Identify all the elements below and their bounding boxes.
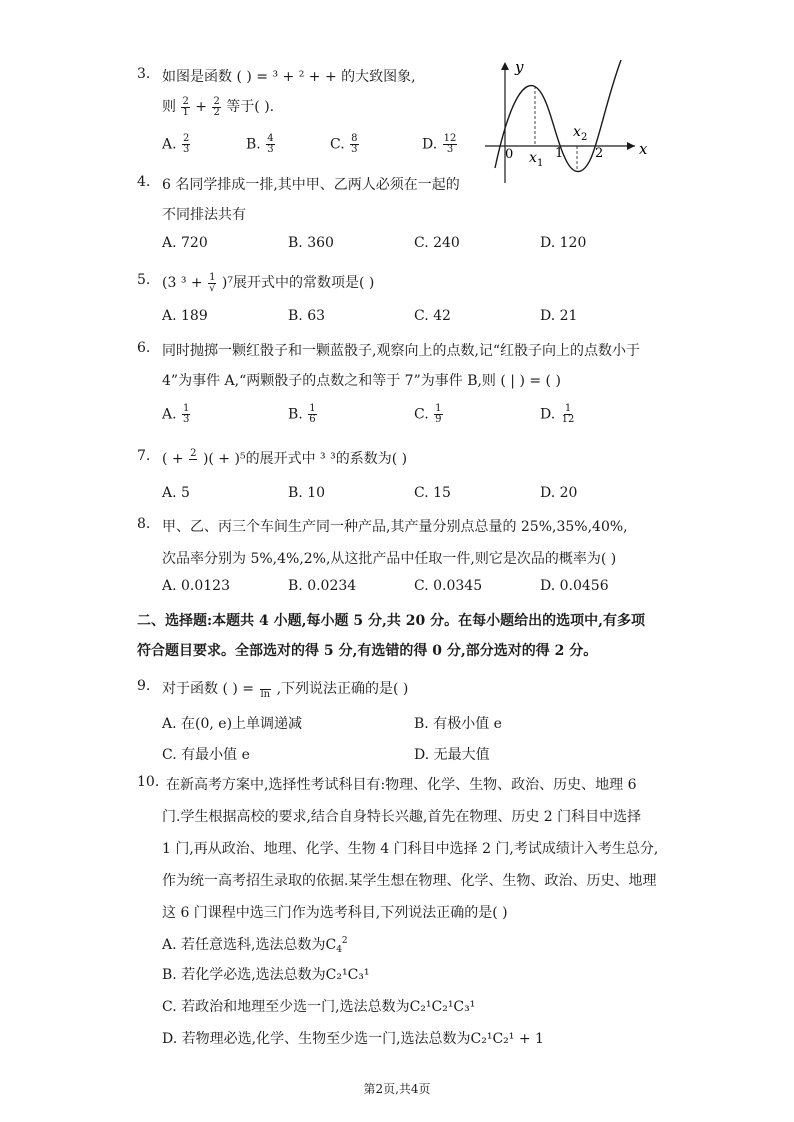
- q7-stem-post: )( + )⁵的展开式中 ³ ³的系数为( ): [202, 451, 408, 467]
- q5-stem-pre: (3 ³ +: [162, 275, 203, 291]
- q5-option-d: D. 21: [540, 308, 578, 324]
- page-footer: 第2页,共4页: [363, 1082, 431, 1096]
- q7-option-b: B. 10: [288, 485, 326, 501]
- q5-stem-post: )⁷展开式中的常数项是( ): [221, 275, 375, 291]
- q4-stem-line1: 6 名同学排成一排,其中甲、乙两人必须在一起的: [162, 177, 460, 193]
- q4-option-b: B. 360: [288, 235, 334, 251]
- graph-one-label: 1: [555, 146, 564, 161]
- q6-option-c: C. $\frac{1}{9}$: [414, 403, 442, 425]
- q7-option-a: A. 5: [162, 485, 190, 501]
- q3-stem-line2: [162, 96, 274, 118]
- section2-heading-line2: 符合题目要求。全部选对的得 5 分,有选错的得 0 分,部分选对的得 2 分。: [137, 643, 598, 659]
- q10-number: 10.: [137, 774, 160, 790]
- q5-frac: $\frac{1}{√}$: [209, 271, 216, 294]
- q10-option-c: C. 若政治和地理至少选一门,选法总数为C₂¹C₂¹C₃¹: [162, 999, 476, 1015]
- q4-option-d: D. 120: [540, 235, 587, 251]
- q5-number: 5.: [137, 272, 151, 288]
- q6-option-a: A. $\frac{1}{3}$: [162, 403, 190, 425]
- q7-stem: [162, 448, 407, 470]
- q8-stem-line2: 次品率分别为 5%,4%,2%,从这批产品中任取一件,则它是次品的概率为( ): [162, 551, 617, 567]
- q4-number: 4.: [137, 174, 151, 190]
- q7-option-c: C. 15: [414, 485, 451, 501]
- q9-option-b: B. 有极小值 e: [414, 716, 502, 732]
- graph-y-label: y: [515, 58, 524, 76]
- graph-x-label: x: [639, 140, 648, 158]
- q9-option-d: D. 无最大值: [414, 747, 490, 763]
- q6-option-d: D. $\frac{1}{12}$: [540, 403, 575, 425]
- q3-option-c: C. $\frac{8}{3}$: [330, 133, 358, 155]
- graph-x1-label: x: [529, 150, 537, 166]
- q6-stem-line2: 4”为事件 A,“两颗骰子的点数之和等于 7”为事件 B,则 ( | ) = ( ): [162, 373, 561, 389]
- q3-frac-1: $\frac{2}{1}$: [182, 95, 189, 118]
- q5-option-a: A. 189: [162, 308, 208, 324]
- q10-stem-line1: 在新高考方案中,选择性考试科目有:物理、化学、生物、政治、历史、地理 6: [166, 777, 637, 793]
- q4-option-a: A. 720: [162, 235, 208, 251]
- q10-option-d: D. 若物理必选,化学、生物至少选一门,选法总数为C₂¹C₂¹ + 1: [162, 1031, 544, 1047]
- q7-number: 7.: [137, 448, 151, 464]
- graph-origin-label: 0: [505, 147, 514, 162]
- q3-line2-prefix: 则: [162, 99, 176, 115]
- q3-option-a: A. $\frac{2}{3}$: [162, 133, 190, 155]
- graph-two-label: 2: [595, 146, 604, 161]
- q10-option-a: A. 若任意选科,选法总数为$C_4^2$: [162, 936, 348, 955]
- q3-option-d: D. $\frac{12}{3}$: [422, 133, 457, 155]
- q8-option-d: D. 0.0456: [540, 578, 609, 594]
- q3-stem-line1: 如图是函数 ( ) = ³ + ² + + 的大致图象,: [162, 69, 416, 85]
- q8-stem-line1: 甲、乙、丙三个车间生产同一种产品,其产量分别点总量的 25%,35%,40%,: [162, 519, 628, 535]
- q8-number: 8.: [137, 516, 151, 532]
- graph-x2-sub: 2: [581, 132, 588, 143]
- q4-option-c: C. 240: [414, 235, 460, 251]
- section2-heading-line1: 二、选择题:本题共 4 小题,每小题 5 分,共 20 分。在每小题给出的选项中,有多项: [137, 613, 645, 629]
- q3-line2-suffix: 等于( ).: [226, 99, 275, 115]
- q3-option-b: B. $\frac{4}{3}$: [246, 133, 274, 155]
- q7-frac: 2: [190, 447, 197, 459]
- q5-option-b: B. 63: [288, 308, 326, 324]
- q10-stem-line3: 1 门,再从政治、地理、化学、生物 4 门科目中选择 2 门,考试成绩计入考生总分,: [162, 841, 659, 857]
- q9-number: 9.: [137, 678, 151, 694]
- q9-stem-post: ,下列说法正确的是( ): [276, 681, 409, 697]
- q3-frac-2: $\frac{2}{2}$: [213, 95, 220, 118]
- q9-option-c: C. 有最小值 e: [162, 747, 250, 763]
- q3-plus: +: [195, 99, 208, 115]
- q3-function-graph: [485, 58, 655, 188]
- q10-option-b: B. 若化学必选,选法总数为C₂¹C₃¹: [162, 967, 370, 983]
- q8-option-b: B. 0.0234: [288, 578, 357, 594]
- q10-stem-line2: 门.学生根据高校的要求,结合自身特长兴趣,首先在物理、历史 2 门科目中选择: [162, 809, 642, 825]
- graph-x1-sub: 1: [537, 158, 544, 169]
- q5-stem: [162, 272, 374, 294]
- q8-option-c: C. 0.0345: [414, 578, 483, 594]
- graph-x2-label: x: [573, 124, 581, 140]
- q10-stem-line4: 作为统一高考招生录取的依据.某学生想在物理、化学、生物、政治、历史、地理: [162, 873, 657, 889]
- q6-option-b: B. $\frac{1}{6}$: [288, 403, 316, 425]
- q9-stem-pre: 对于函数 ( ) =: [162, 681, 255, 697]
- q6-stem-line1: 同时抛掷一颗红骰子和一颗蓝骰子,观察向上的点数,记“红骰子向上的点数小于: [162, 343, 641, 359]
- q5-option-c: C. 42: [414, 308, 451, 324]
- q9-frac: ln: [259, 679, 271, 700]
- q6-number: 6.: [137, 340, 151, 356]
- q8-option-a: A. 0.0123: [162, 578, 230, 594]
- q9-option-a: A. 在(0, e)上单调递减: [162, 716, 303, 732]
- q9-stem: [162, 678, 408, 700]
- q3-number: 3.: [137, 66, 151, 82]
- q10-stem-line5: 这 6 门课程中选三门作为选考科目,下列说法正确的是( ): [162, 905, 508, 921]
- q7-option-d: D. 20: [540, 485, 578, 501]
- q7-stem-pre: ( +: [162, 451, 184, 467]
- q4-stem-line2: 不同排法共有: [162, 207, 246, 223]
